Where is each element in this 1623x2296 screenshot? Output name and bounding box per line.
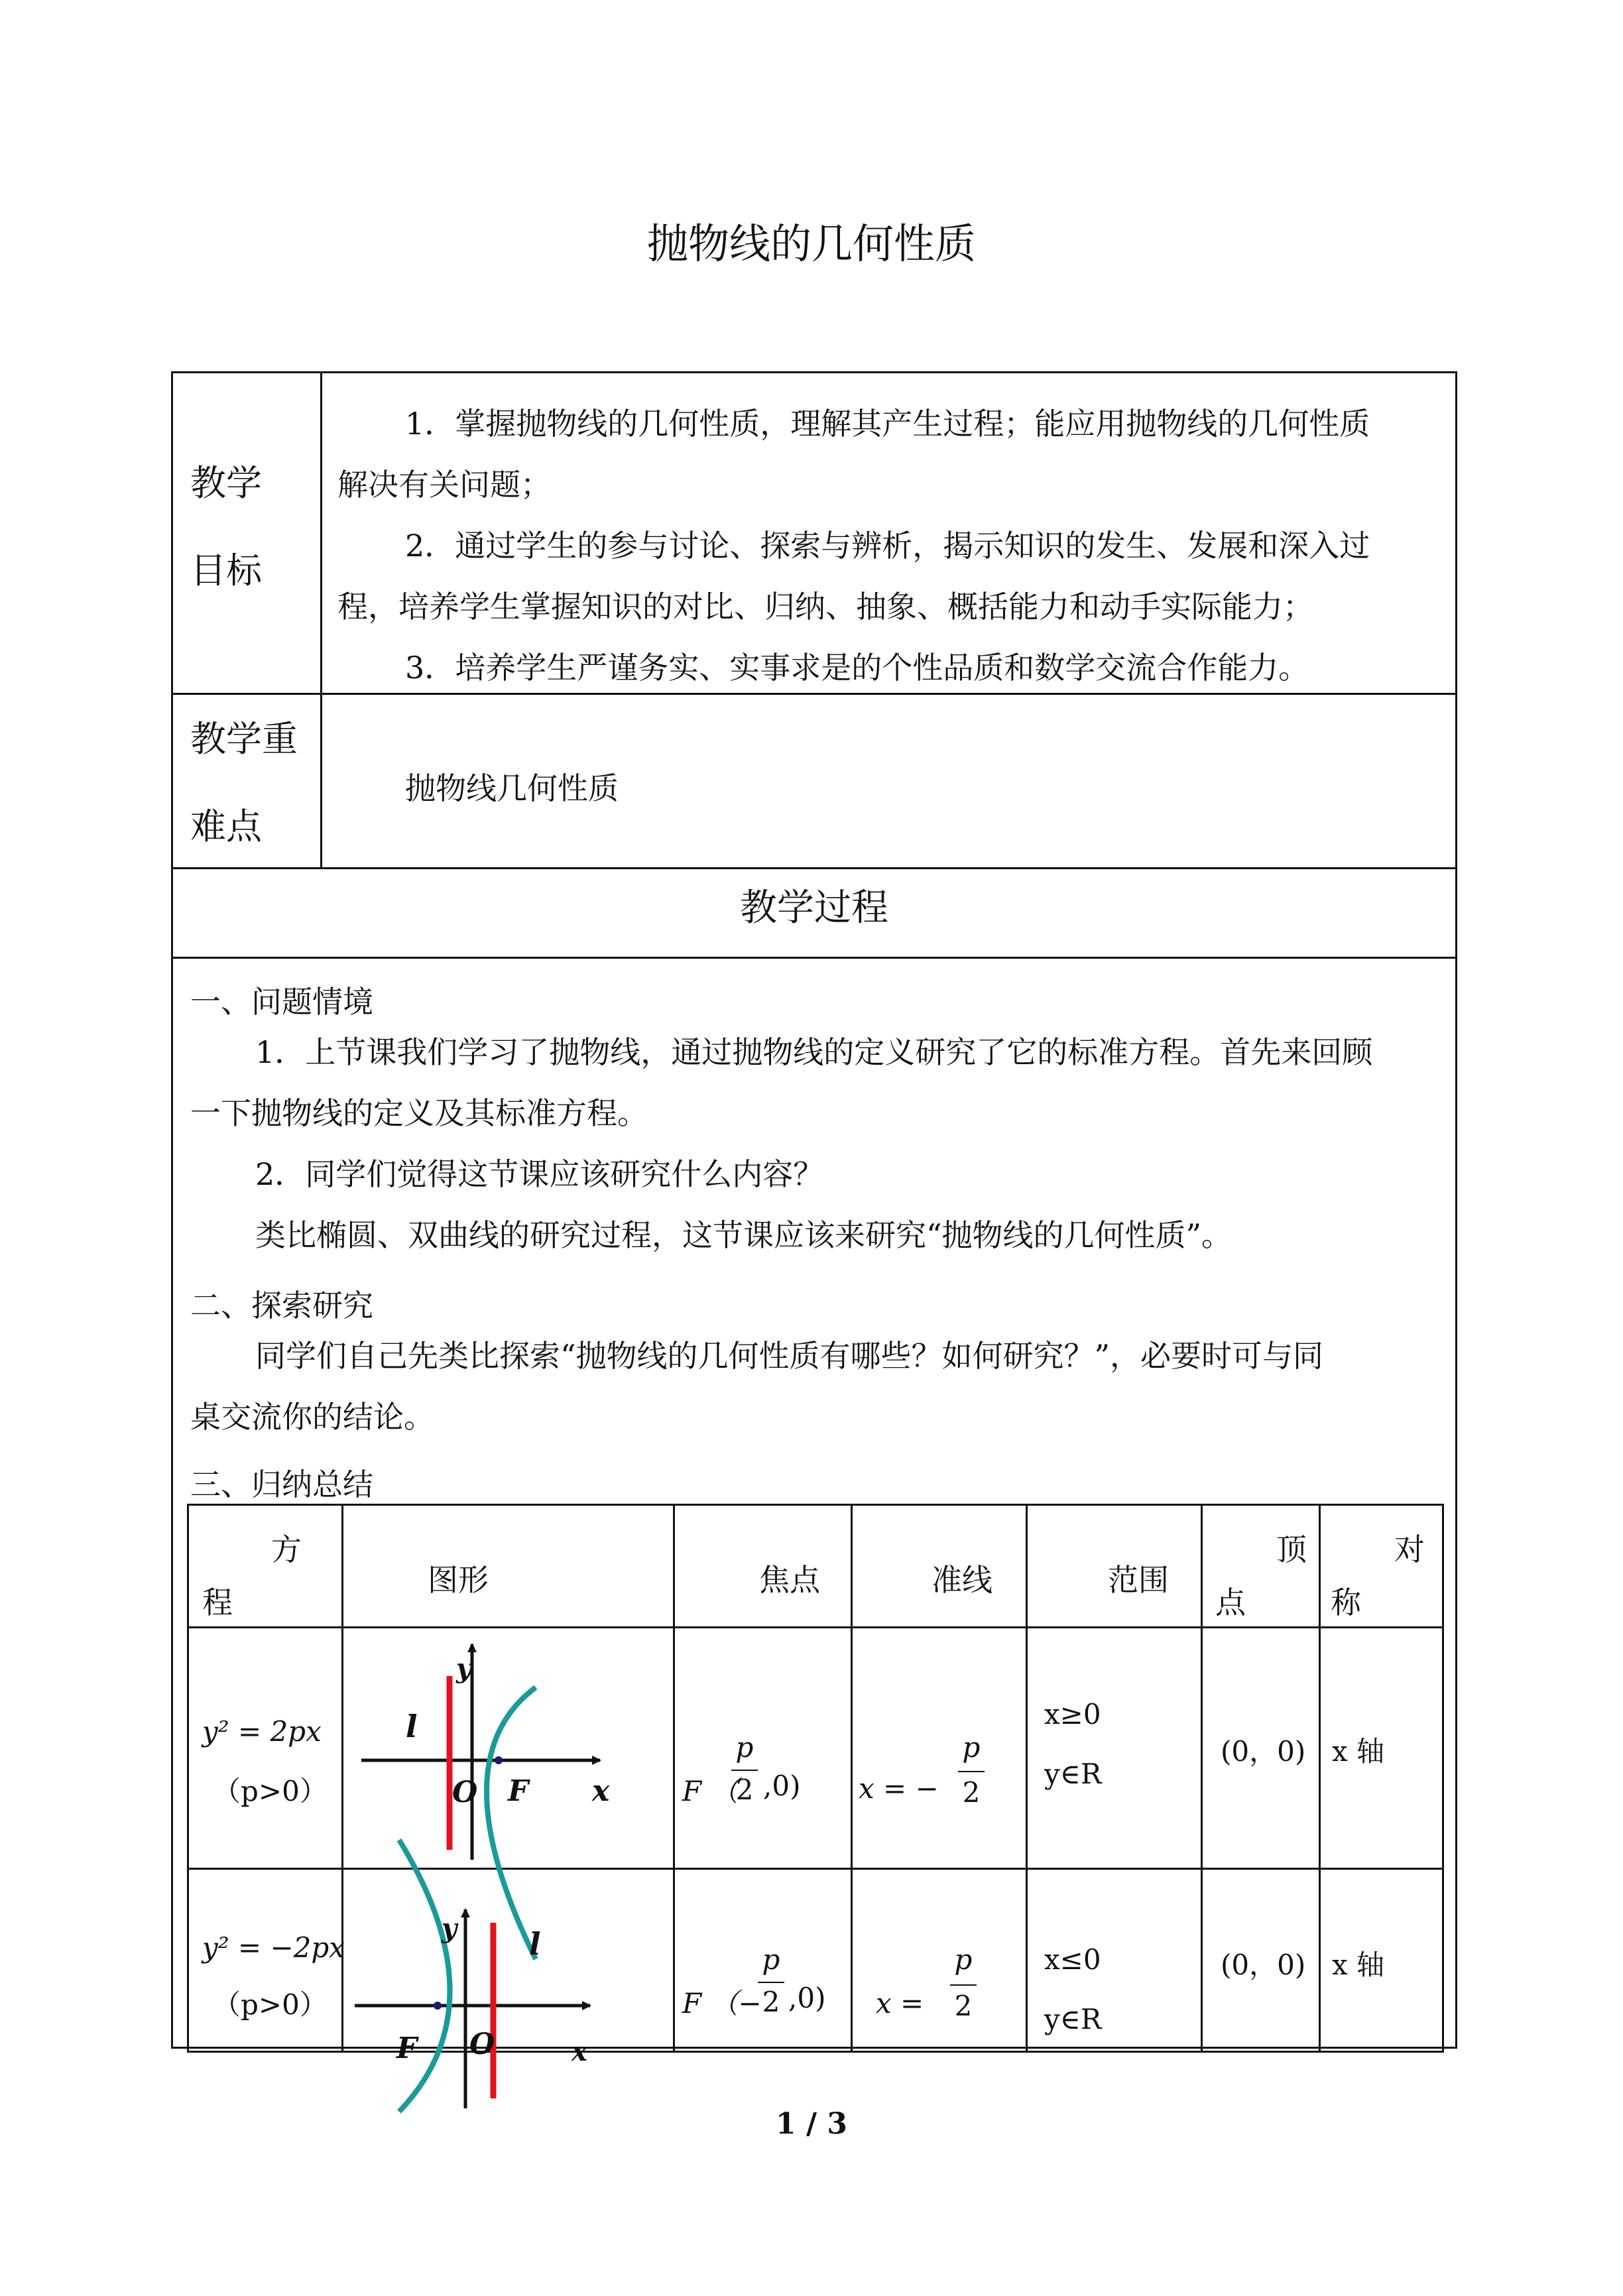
header-symmetry: 对 — [1394, 1532, 1425, 1567]
column-divider — [341, 1506, 343, 2053]
row1-range-x: x≥0 — [1044, 1698, 1101, 1730]
paragraph: 一下抛物线的定义及其标准方程。 — [190, 1095, 648, 1131]
row2-directrix-prefix: x = — [876, 1987, 924, 2020]
fraction-bar — [731, 1770, 758, 1771]
column-divider — [1201, 1506, 1203, 2053]
header-focus: 焦点 — [759, 1562, 820, 1598]
header-range: 范围 — [1108, 1562, 1169, 1598]
section-title: 二、探索研究 — [190, 1288, 373, 1323]
row2-range-x: x≤0 — [1044, 1943, 1101, 1976]
fraction-bar — [950, 1984, 977, 1986]
fraction-bar — [958, 1771, 985, 1772]
column-divider — [1026, 1506, 1028, 2053]
row2-symmetry: x 轴 — [1332, 1949, 1385, 1981]
label-f: F — [396, 2031, 418, 2065]
paragraph: 桌交流你的结论。 — [190, 1399, 434, 1435]
row2-range-y: y∈R — [1044, 2003, 1102, 2035]
section-title: 三、归纳总结 — [190, 1467, 373, 1502]
row-divider — [173, 867, 1455, 869]
label-l: l — [406, 1709, 418, 1744]
row1-directrix-den: 2 — [962, 1776, 981, 1809]
row2-focus-prefix: F （− — [682, 1987, 762, 2020]
properties-table — [187, 1504, 1444, 2053]
row1-focus-prefix: F （ — [682, 1775, 739, 1807]
row2-focus-suffix: ,0) — [788, 1982, 826, 2014]
objective-line: 程，培养学生掌握知识的对比、归纳、抽象、概括能力和动手实际能力； — [337, 589, 1313, 625]
header-equation: 程 — [202, 1585, 233, 1620]
objective-line: 2．通过学生的参与讨论、探索与辨析，揭示知识的发生、发展和深入过 — [405, 528, 1370, 564]
label-o: O — [452, 1776, 478, 1809]
row1-vertex: (0，0) — [1221, 1735, 1306, 1768]
column-divider — [1319, 1506, 1321, 2053]
row1-focus-den: 2 — [735, 1774, 754, 1806]
row2-vertex: (0，0) — [1221, 1949, 1306, 1981]
header-vertex: 顶 — [1276, 1532, 1307, 1567]
label-y: y — [442, 1913, 457, 1944]
row-divider — [189, 1626, 1442, 1628]
column-divider — [320, 373, 322, 869]
objective-line: 1．掌握抛物线的几何性质，理解其产生过程；能应用抛物线的几何性质 — [405, 406, 1370, 442]
paragraph: 类比椭圆、双曲线的研究过程，这节课应该来研究“抛物线的几何性质”。 — [255, 1217, 1232, 1253]
row-divider — [173, 957, 1455, 959]
column-divider — [851, 1506, 853, 2053]
page-title: 抛物线的几何性质 — [646, 219, 976, 268]
fraction-bar — [758, 1982, 784, 1983]
key-points-content: 抛物线几何性质 — [405, 770, 619, 806]
row2-directrix-den: 2 — [954, 1990, 973, 2022]
row1-range-y: y∈R — [1044, 1758, 1102, 1790]
header-equation: 方 — [271, 1532, 302, 1567]
row2-equation: y² = −2px — [202, 1931, 345, 1964]
row2-focus-den: 2 — [762, 1986, 780, 2018]
paragraph: 同学们自己先类比探索“抛物线的几何性质有哪些？如何研究？”，必要时可与同 — [255, 1338, 1324, 1374]
row1-focus-suffix: ,0) — [763, 1770, 801, 1802]
label-o: O — [469, 2027, 495, 2061]
header-vertex: 点 — [1215, 1585, 1246, 1620]
paragraph: 1．上节课我们学习了抛物线，通过抛物线的定义研究了它的标准方程。首先来回顾 — [255, 1034, 1373, 1070]
label-x: x — [592, 1774, 610, 1808]
row2-condition: （p>0） — [213, 1988, 328, 2021]
objective-line: 解决有关问题； — [337, 467, 551, 503]
label-f: F — [508, 1774, 529, 1808]
label-l: l — [529, 1926, 541, 1962]
row1-directrix-prefix: x = − — [859, 1772, 939, 1805]
column-divider — [673, 1506, 675, 2053]
label-x: x — [571, 2036, 587, 2067]
paragraph: 2．同学们觉得这节课应该研究什么内容？ — [255, 1156, 824, 1192]
row1-focus-num: p — [735, 1731, 754, 1764]
objectives-label: 教学 目标 — [190, 462, 262, 591]
objective-line: 3．培养学生严谨务实、实事求是的个性品质和数学交流合作能力。 — [405, 650, 1309, 686]
row1-symmetry: x 轴 — [1332, 1735, 1385, 1768]
row1-condition: （p>0） — [213, 1775, 328, 1807]
process-header: 教学过程 — [740, 886, 888, 930]
label-y: y — [456, 1653, 472, 1684]
key-points-label: 教学重 难点 — [190, 718, 298, 847]
row2-focus-num: p — [762, 1943, 780, 1976]
header-symmetry: 称 — [1331, 1585, 1361, 1620]
section-title: 一、问题情境 — [190, 984, 373, 1020]
row1-directrix-num: p — [962, 1731, 981, 1764]
row-divider — [189, 1868, 1442, 1870]
header-directrix: 准线 — [932, 1562, 992, 1598]
row1-equation: y² = 2px — [202, 1715, 322, 1748]
page-number: 1 / 3 — [776, 2107, 847, 2141]
row2-directrix-num: p — [954, 1943, 973, 1976]
header-graph: 图形 — [428, 1562, 489, 1598]
